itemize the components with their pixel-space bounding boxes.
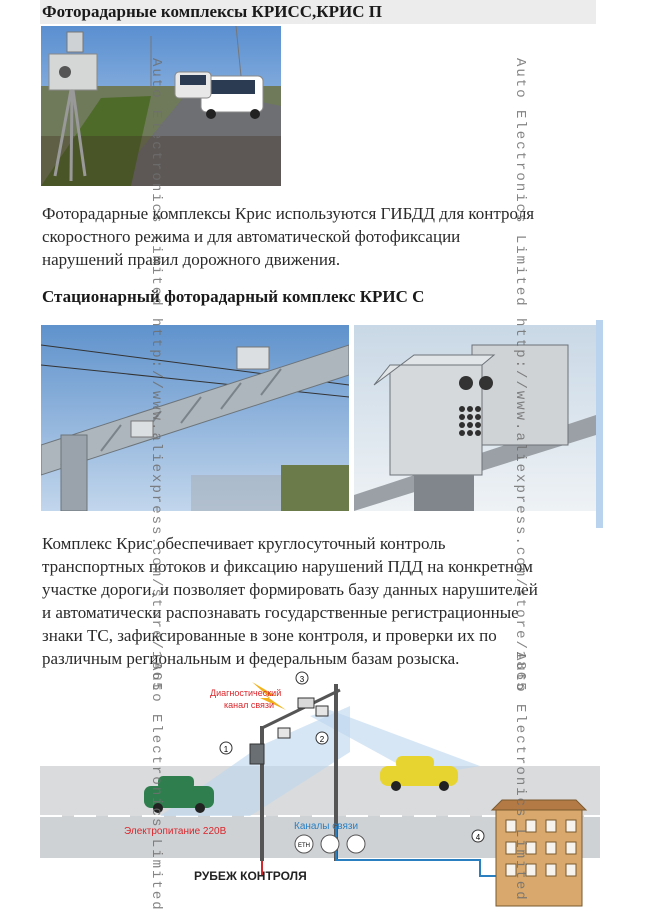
photo-camera-closeup xyxy=(354,325,596,511)
diagram-num-3: 3 xyxy=(299,675,305,684)
body-line-1: Комплекс Крис обеспечивает круглосуточный контроль xyxy=(42,534,446,553)
section-title: Стационарный фоторадарный комплекс КРИС С xyxy=(42,287,425,306)
watermark-right-2: Auto Electronics Limited xyxy=(512,652,528,902)
body-line-4: и автоматически распознавать государственные регистрационные xyxy=(42,603,519,622)
page-title: Фоторадарные комплексы КРИСС,КРИС П xyxy=(42,2,382,21)
body-line-2: транспортных потоков и фиксацию нарушений ПДД на конкретном xyxy=(42,557,533,576)
diagram-num-2: 2 xyxy=(319,735,325,744)
body-line-5: знаки ТС, зафиксированные в зоне контроля, и проверки их по xyxy=(42,626,497,645)
diagram-num-1: 1 xyxy=(223,745,229,754)
side-accent-bar xyxy=(596,320,603,528)
diagram-power-label: Электропитание 220В xyxy=(124,826,227,837)
watermark-left-2: Auto Electronics Limited xyxy=(148,662,164,912)
watermark-left: Auto Electronics Limited http://www.aliexpress.com/store/1865 xyxy=(148,58,164,693)
diagram-eth-label: ETH xyxy=(298,843,310,849)
diagram-diag-line-1: Диагностический xyxy=(210,688,282,698)
diagram-channels-label: Каналы связи xyxy=(294,821,359,832)
body-line-3: участке дороги, и позволяет формировать базу данных нарушителей xyxy=(42,580,538,599)
diagram-border-label: РУБЕЖ КОНТРОЛЯ xyxy=(194,869,307,883)
body-line-6: различным региональным и федеральным базам розыска. xyxy=(42,649,460,668)
diagram-num-4: 4 xyxy=(475,833,481,842)
intro-line-1: Фоторадарные комплексы Крис используются ГИБДД для контроля xyxy=(42,204,535,223)
intro-line-3: нарушений правил дорожного движения. xyxy=(42,250,341,269)
photo-gantry xyxy=(41,325,349,511)
diagram-diag-line-2: канал связи xyxy=(224,700,275,710)
watermark-right: Auto Electronics Limited http://www.aliexpress.com/store/1865 xyxy=(512,58,528,693)
intro-line-2: скоростного режима и для автоматической фотофиксации xyxy=(42,227,461,246)
